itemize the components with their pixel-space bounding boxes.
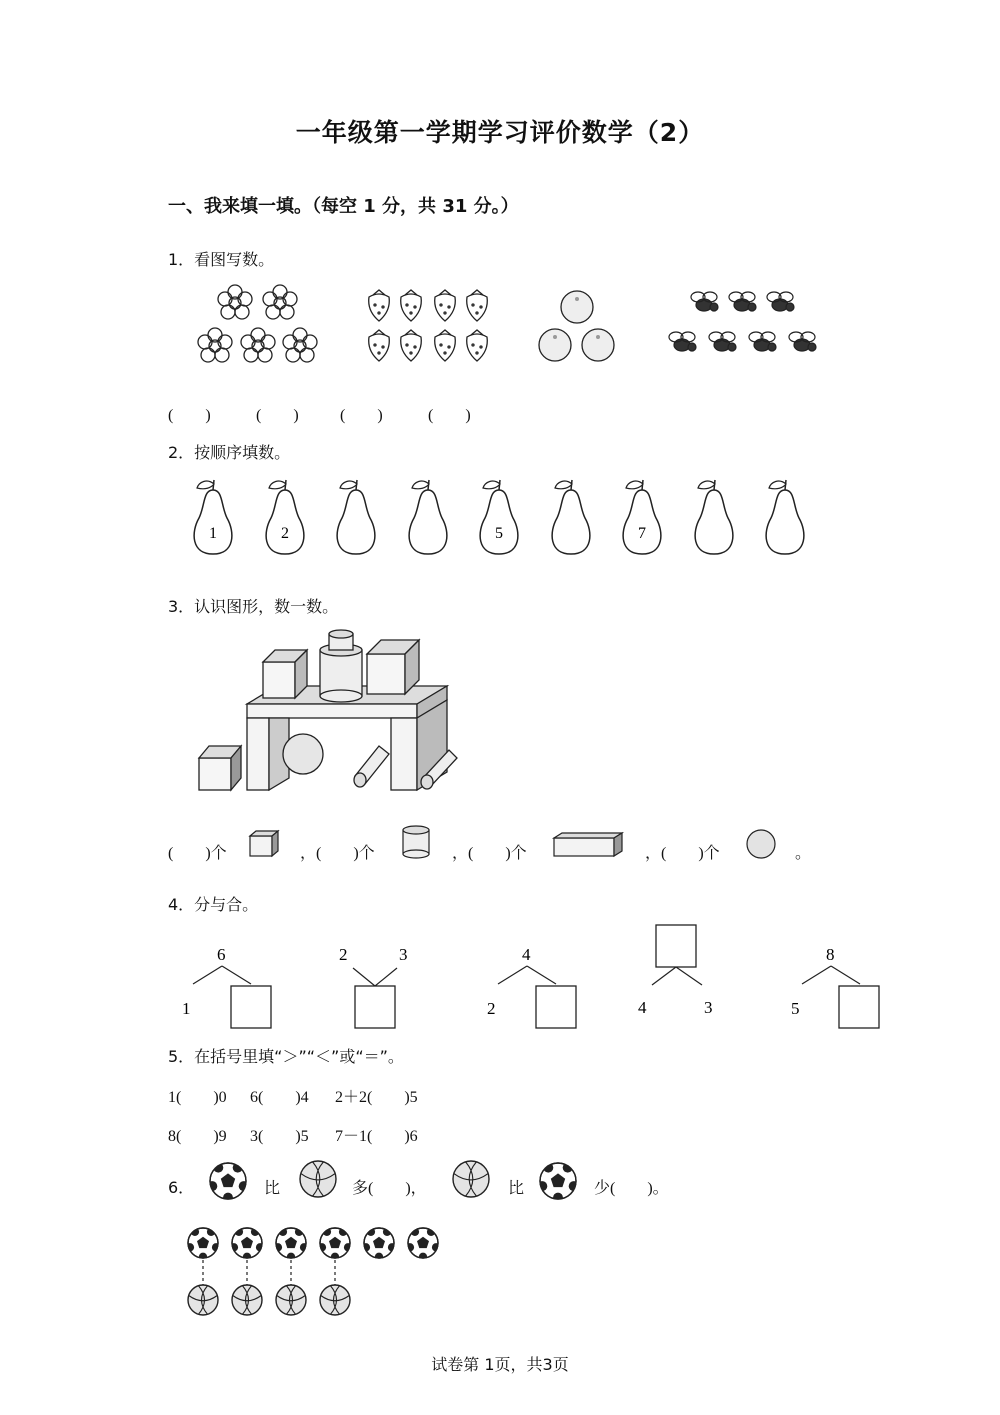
bond-2-top-left: 2: [339, 945, 348, 964]
bi-text-2: 比: [508, 1178, 525, 1197]
question-2-label: 2．按顺序填数。: [168, 443, 291, 462]
pear-number: 1: [209, 525, 217, 542]
cuboid-icon: [552, 832, 624, 858]
soccer-ball: [318, 1226, 352, 1260]
compare-item[interactable]: 3( )5: [250, 1128, 309, 1145]
number-bond-4: [630, 923, 730, 1023]
number-bond-5: [784, 940, 884, 1032]
bond-3-top: 4: [522, 945, 531, 964]
bond-5-left: 5: [791, 999, 800, 1018]
answer-blank-3[interactable]: ( ): [340, 407, 383, 424]
count-cuboid-blank[interactable]: ，( )个: [452, 845, 527, 862]
basketball: [230, 1283, 264, 1317]
soccer-ball: [362, 1226, 396, 1260]
pear-5: [473, 476, 525, 558]
bond-1-answer-box[interactable]: [231, 986, 271, 1028]
pear-8[interactable]: [688, 476, 740, 558]
page-title: 一年级第一学期学习评价数学（2）: [295, 118, 705, 147]
pear-number: 5: [495, 525, 503, 542]
answer-blank-2[interactable]: ( ): [256, 407, 299, 424]
question-6-label: 6．: [168, 1178, 195, 1197]
bond-2-top-right: 3: [399, 945, 408, 964]
number-bond-1: [175, 940, 275, 1032]
basketball: [318, 1283, 352, 1317]
question-5-label: 5．在括号里填“＞”“＜”或“＝”。: [168, 1047, 404, 1066]
bond-1-top: 6: [217, 945, 226, 964]
pear-6[interactable]: [545, 476, 597, 558]
page-footer: 试卷第 1页，共3页: [431, 1355, 569, 1374]
pear-7: [616, 476, 668, 558]
soccer-ball-icon: [208, 1161, 248, 1201]
basketball-icon: [298, 1159, 338, 1199]
pear-3[interactable]: [330, 476, 382, 558]
soccer-ball: [274, 1226, 308, 1260]
basketball-icon: [451, 1159, 491, 1199]
count-cylinder-blank[interactable]: ，( )个: [300, 845, 375, 862]
bond-5-answer-box[interactable]: [839, 986, 879, 1028]
soccer-ball: [406, 1226, 440, 1260]
bond-1-left: 1: [182, 999, 191, 1018]
question-3-label: 3．认识图形，数一数。: [168, 597, 339, 616]
q3-end-mark: 。: [795, 845, 812, 862]
bees-picture: [662, 287, 822, 365]
basketball: [186, 1283, 220, 1317]
compare-item[interactable]: 2＋2( )5: [335, 1089, 418, 1106]
answer-blank-1[interactable]: ( ): [168, 407, 211, 424]
basketball: [274, 1283, 308, 1317]
pear-number: 2: [280, 525, 289, 542]
more-blank[interactable]: 多( )，: [352, 1180, 427, 1197]
bond-4-left: 4: [638, 998, 647, 1017]
answer-blank-4[interactable]: ( ): [428, 407, 471, 424]
section-heading: 一、我来填一填。（每空 1 分，共 31 分。）: [168, 196, 519, 217]
number-bond-2: [335, 940, 415, 1032]
pear-9[interactable]: [759, 476, 811, 558]
pear-number: 7: [638, 525, 646, 542]
pear-2: [259, 476, 311, 558]
bond-5-top: 8: [826, 945, 835, 964]
soccer-ball-icon: [538, 1161, 578, 1201]
cube-icon: [248, 830, 282, 858]
less-blank[interactable]: 少( )。: [594, 1180, 669, 1197]
sphere-icon: [745, 828, 777, 860]
count-sphere-blank[interactable]: ，( )个: [645, 845, 720, 862]
flowers-picture: [190, 283, 330, 368]
blocks-picture: [195, 628, 457, 794]
bond-2-answer-box[interactable]: [355, 986, 395, 1028]
cylinder-icon: [400, 825, 432, 859]
count-cube-blank[interactable]: ( )个: [168, 845, 227, 862]
soccer-ball: [230, 1226, 264, 1260]
bond-3-answer-box[interactable]: [536, 986, 576, 1028]
number-bond-3: [480, 940, 580, 1032]
strawberries-picture: [365, 287, 493, 365]
soccer-ball: [186, 1226, 220, 1260]
bi-text-1: 比: [264, 1178, 281, 1197]
compare-item[interactable]: 7－1( )6: [335, 1128, 418, 1145]
bond-4-right: 3: [704, 998, 713, 1017]
question-1-label: 1．看图写数。: [168, 250, 275, 269]
pear-1: [187, 476, 239, 558]
question-4-label: 4．分与合。: [168, 895, 259, 914]
bond-4-answer-box[interactable]: [656, 925, 696, 967]
pear-4[interactable]: [402, 476, 454, 558]
bond-3-left: 2: [487, 999, 496, 1018]
compare-item[interactable]: 6( )4: [250, 1089, 309, 1106]
compare-item[interactable]: 1( )0: [168, 1089, 227, 1106]
compare-item[interactable]: 8( )9: [168, 1128, 227, 1145]
oranges-picture: [535, 287, 620, 365]
